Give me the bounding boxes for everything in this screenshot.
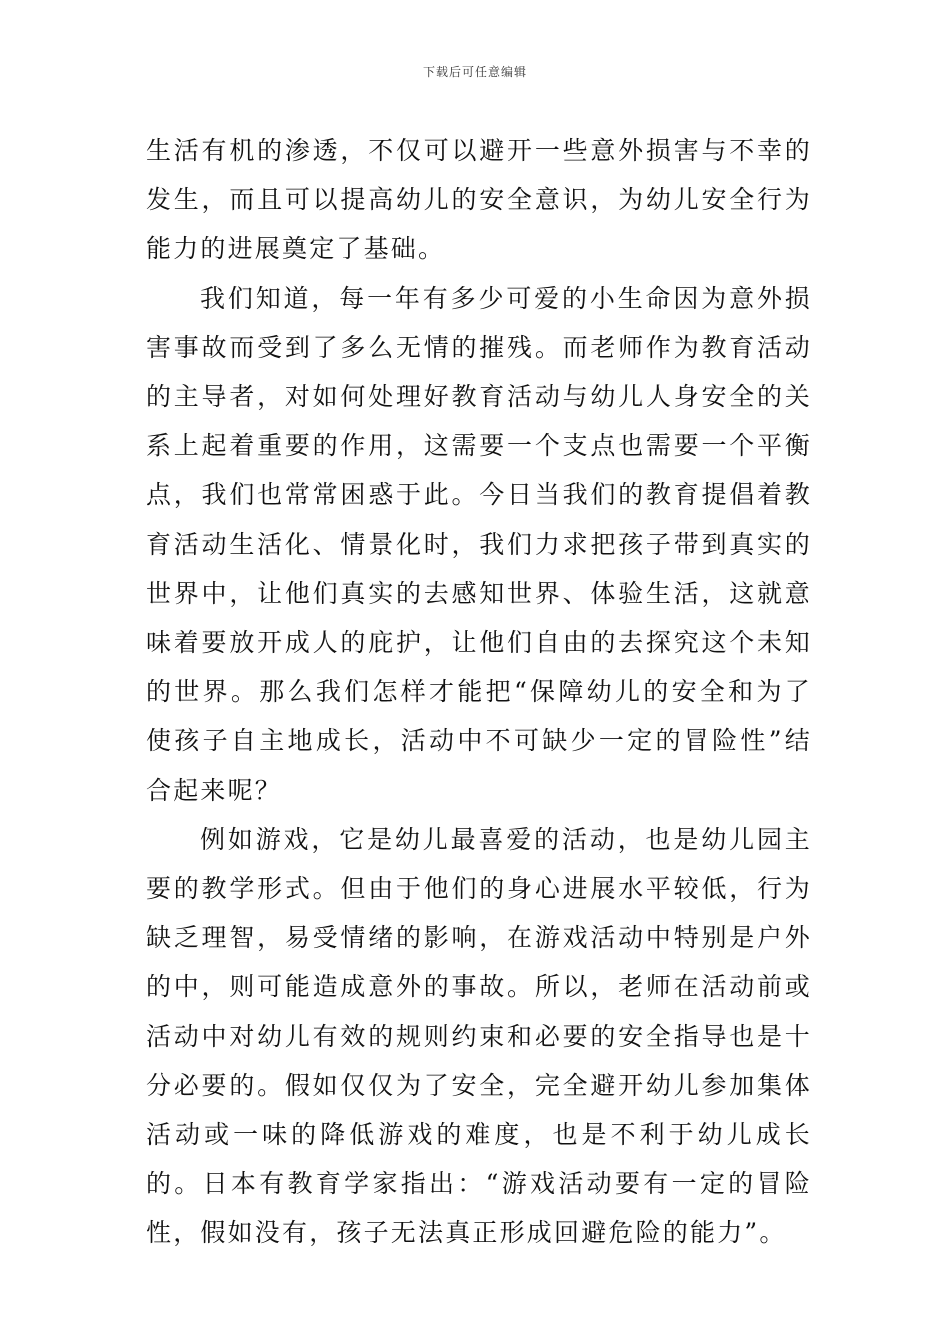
paragraph-continuation: 生活有机的渗透，不仅可以避开一些意外损害与不幸的发生，而且可以提高幼儿的安全意识，为幼儿安全行为能力的进展奠定了基础。 <box>146 136 812 264</box>
paragraph-safety-balance: 我们知道，每一年有多少可爱的小生命因为意外损害事故而受到了多么无情的摧残。而老师作为教育活动的主导者，对如何处理好教育活动与幼儿人身安全的关系上起着重要的作用，这需要一个支点也需要一个平衡点，我们也常常困惑于此。今日当我们的教育提倡着教育活动生活化、情景化时，我们力求把孩子带到真实的世界中，让他们真实的去感知世界、体验生活，这就意味着要放开成人的庇护，让他们自由的去探究这个未知的世界。那么我们怎样才能把“保障幼儿的安全和为了使孩子自主地成长，活动中不可缺少一定的冒险性”结合起来呢？ <box>146 283 812 805</box>
paragraph-game-example: 例如游戏，它是幼儿最喜爱的活动，也是幼儿园主要的教学形式。但由于他们的身心进展水平较低，行为缺乏理智，易受情绪的影响，在游戏活动中特别是户外的中，则可能造成意外的事故。所以，老师在活动前或活动中对幼儿有效的规则约束和必要的安全指导也是十分必要的。假如仅仅为了安全，完全避开幼儿参加集体活动或一味的降低游戏的难度，也是不利于幼儿成长的。日本有教育学家指出：“游戏活动要有一定的冒险性，假如没有，孩子无法真正形成回避危险的能力”。 <box>146 824 812 1248</box>
document-body <box>146 126 812 1258</box>
page-header-note: 下载后可任意编辑 <box>422 65 527 79</box>
